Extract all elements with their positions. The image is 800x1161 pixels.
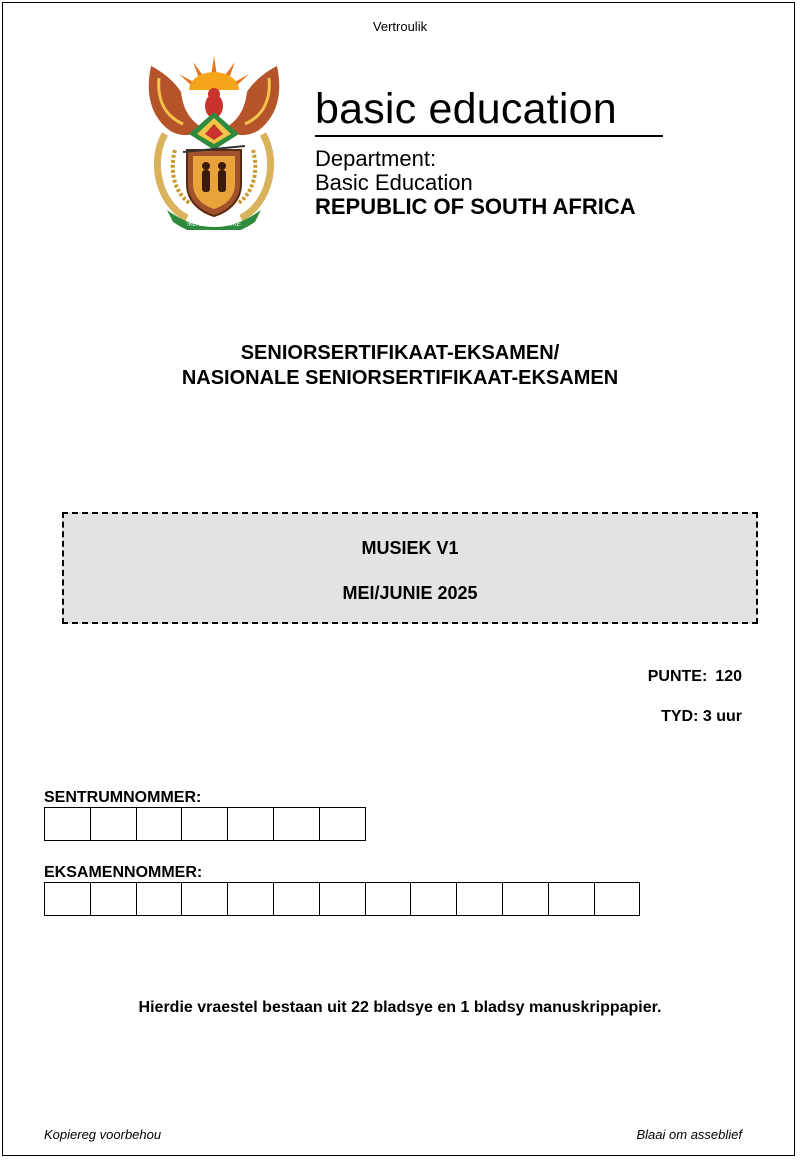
exam-title-line-1: SENIORSERTIFIKAAT-EKSAMEN/ — [240, 342, 560, 364]
centre-number-digit-box[interactable] — [273, 807, 320, 841]
exam-number-digit-box[interactable] — [456, 882, 503, 916]
exam-session: MEI/JUNIE 2025 — [342, 583, 478, 603]
exam-number-digit-box[interactable] — [410, 882, 457, 916]
footer-turn-page: Blaai om asseblief — [636, 1127, 742, 1142]
marks-value: 120 — [715, 668, 742, 685]
centre-number-label: SENTRUMNOMMER: — [44, 789, 202, 806]
exam-number-digit-box[interactable] — [548, 882, 595, 916]
coat-of-arms-icon — [143, 54, 285, 230]
exam-number-digit-box[interactable] — [319, 882, 366, 916]
centre-number-digit-box[interactable] — [44, 807, 91, 841]
exam-number-digit-box[interactable] — [90, 882, 137, 916]
exam-number-digit-box[interactable] — [365, 882, 412, 916]
exam-number-digit-box[interactable] — [594, 882, 641, 916]
centre-number-digit-box[interactable] — [136, 807, 183, 841]
exam-number-digit-box[interactable] — [44, 882, 91, 916]
marks-label: PUNTE: — [647, 668, 708, 685]
brand-underline — [315, 135, 663, 137]
exam-number-boxes — [44, 882, 639, 916]
exam-title — [0, 341, 800, 391]
time-info: TYD: 3 uur — [661, 708, 742, 725]
centre-number-boxes — [44, 807, 365, 841]
crest-motto: !KE E: /XARRA //KE — [187, 222, 241, 228]
exam-number-digit-box[interactable] — [181, 882, 228, 916]
centre-number-digit-box[interactable] — [319, 807, 366, 841]
subject-title: MUSIEK V1 — [361, 538, 459, 558]
page-count-note: Hierdie vraestel bestaan uit 22 bladsye en 1 bladsy manuskrippapier. — [138, 999, 662, 1016]
brand-department-label: Department: — [315, 146, 437, 171]
marks-info — [648, 668, 742, 686]
exam-number-digit-box[interactable] — [136, 882, 183, 916]
exam-number-digit-box[interactable] — [273, 882, 320, 916]
centre-number-digit-box[interactable] — [181, 807, 228, 841]
subject-box — [62, 512, 758, 624]
centre-number-digit-box[interactable] — [227, 807, 274, 841]
brand-department-name: Basic Education — [315, 170, 473, 195]
centre-number-digit-box[interactable] — [90, 807, 137, 841]
exam-number-digit-box[interactable] — [227, 882, 274, 916]
footer-copyright: Kopiereg voorbehou — [44, 1127, 162, 1142]
exam-title-line-2: NASIONALE SENIORSERTIFIKAAT-EKSAMEN — [181, 367, 619, 389]
brand-name: basic education — [315, 85, 617, 133]
brand-country: REPUBLIC OF SOUTH AFRICA — [315, 194, 636, 219]
exam-number-label: EKSAMENNOMMER: — [44, 864, 203, 881]
department-branding — [315, 84, 663, 219]
classification-label: Vertroulik — [372, 19, 428, 34]
exam-number-digit-box[interactable] — [502, 882, 549, 916]
